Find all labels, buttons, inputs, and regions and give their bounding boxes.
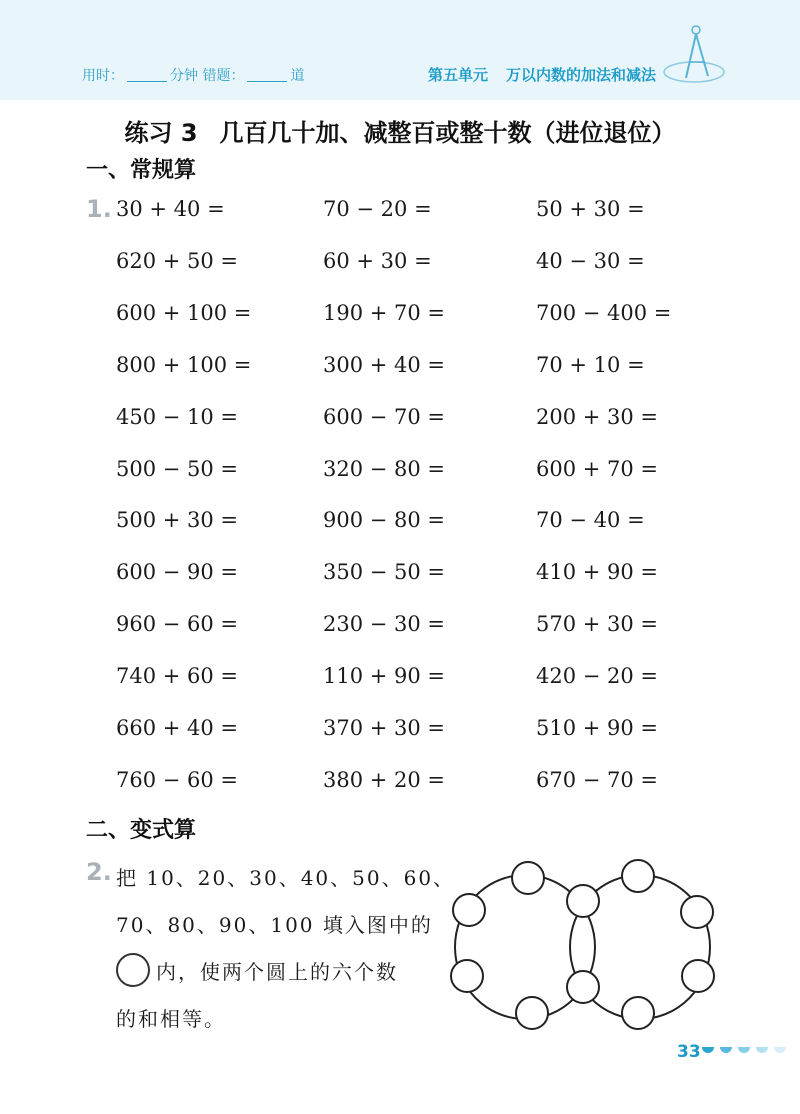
problem-item: 600 + 70 = xyxy=(536,456,659,481)
problem-item: 570 + 30 = xyxy=(536,612,659,637)
blank-circle[interactable] xyxy=(453,894,485,926)
two-circles-diagram xyxy=(445,850,725,1040)
problem-item: 30 + 40 = xyxy=(116,197,225,221)
blank-circle[interactable] xyxy=(451,960,483,992)
problem-item: 190 + 70 = xyxy=(323,300,446,325)
page-decoration-dots xyxy=(700,1045,790,1061)
problem-item: 60 + 30 = xyxy=(323,248,432,273)
blank-circle[interactable] xyxy=(622,997,654,1029)
problem-item: 800 + 100 = xyxy=(116,352,252,377)
problem-item: 40 − 30 = xyxy=(536,248,645,273)
blank-circle[interactable] xyxy=(512,862,544,894)
problem-item: 350 − 50 = xyxy=(323,560,446,585)
errors-label: 错题： xyxy=(202,68,245,84)
question-number-2: 2. xyxy=(86,858,112,886)
section-heading-variant: 二、变式算 xyxy=(86,818,197,843)
blank-circle[interactable] xyxy=(681,896,713,928)
problem-item: 50 + 30 = xyxy=(536,197,645,221)
problem-item: 900 − 80 = xyxy=(323,508,446,533)
problem-item: 760 − 60 = xyxy=(116,767,239,792)
problem-item: 510 + 90 = xyxy=(536,716,659,740)
unit-title: 万以内数的加法和减法 xyxy=(506,66,657,84)
blank-circle[interactable] xyxy=(567,971,599,1003)
question-2-line-2: 70、80、90、100 填入图中的 xyxy=(116,913,433,937)
blank-circle[interactable] xyxy=(622,860,654,892)
question-2-line-3-text: 内，使两个圆上的六个数 xyxy=(156,960,398,984)
minute-label: 分钟 xyxy=(170,68,198,84)
problem-item: 70 − 20 = xyxy=(323,197,432,221)
blank-circle[interactable] xyxy=(682,960,714,992)
page-number: 33 xyxy=(677,1042,701,1062)
blank-circle[interactable] xyxy=(567,885,599,917)
question-2-line-4: 的和相等。 xyxy=(116,1007,226,1031)
problem-item: 500 − 50 = xyxy=(116,456,239,481)
time-record xyxy=(82,65,304,85)
unit-number: 第五单元 xyxy=(428,66,489,84)
problem-item: 370 + 30 = xyxy=(323,716,446,740)
question-2-text xyxy=(116,855,456,1043)
problem-item: 600 − 70 = xyxy=(323,404,446,429)
lesson-number: 练习 3 xyxy=(124,119,198,147)
problem-item: 380 + 20 = xyxy=(323,767,446,792)
problem-item: 300 + 40 = xyxy=(323,352,446,377)
problem-item: 420 − 20 = xyxy=(536,664,659,689)
problem-item: 670 − 70 = xyxy=(536,767,659,792)
section-heading-regular: 一、常规算 xyxy=(86,158,197,183)
circle-blank-icon xyxy=(116,953,150,987)
page-title xyxy=(0,113,800,148)
lesson-topic: 几百几十加、减整百或整十数（进位退位） xyxy=(219,119,676,147)
question-number-1: 1. xyxy=(86,195,112,223)
problem-item: 960 − 60 = xyxy=(116,612,239,637)
errors-blank[interactable] xyxy=(247,67,287,82)
problem-item: 740 + 60 = xyxy=(116,664,239,689)
problem-item: 500 + 30 = xyxy=(116,508,239,533)
problem-item: 410 + 90 = xyxy=(536,560,659,585)
question-label: 道 xyxy=(290,68,305,84)
problem-item: 660 + 40 = xyxy=(116,716,239,740)
problem-item: 620 + 50 = xyxy=(116,248,239,273)
minutes-blank[interactable] xyxy=(127,67,167,82)
problem-item: 70 + 10 = xyxy=(536,352,645,377)
question-2-line-1: 把 10、20、30、40、50、60、 xyxy=(116,866,456,890)
compass-icon xyxy=(660,22,730,88)
unit-label xyxy=(428,64,656,85)
problem-item: 230 − 30 = xyxy=(323,612,446,637)
blank-circle[interactable] xyxy=(516,997,548,1029)
question-2-line-3 xyxy=(116,949,446,996)
problem-item: 320 − 80 = xyxy=(323,456,446,481)
problem-item: 110 + 90 = xyxy=(323,664,446,689)
problem-item: 600 − 90 = xyxy=(116,560,239,585)
problem-item: 200 + 30 = xyxy=(536,404,659,429)
problem-item: 70 − 40 = xyxy=(536,508,645,533)
problem-item: 600 + 100 = xyxy=(116,300,252,325)
problem-item: 450 − 10 = xyxy=(116,404,239,429)
time-label: 用时： xyxy=(82,68,124,84)
problem-item: 700 − 400 = xyxy=(536,300,672,325)
